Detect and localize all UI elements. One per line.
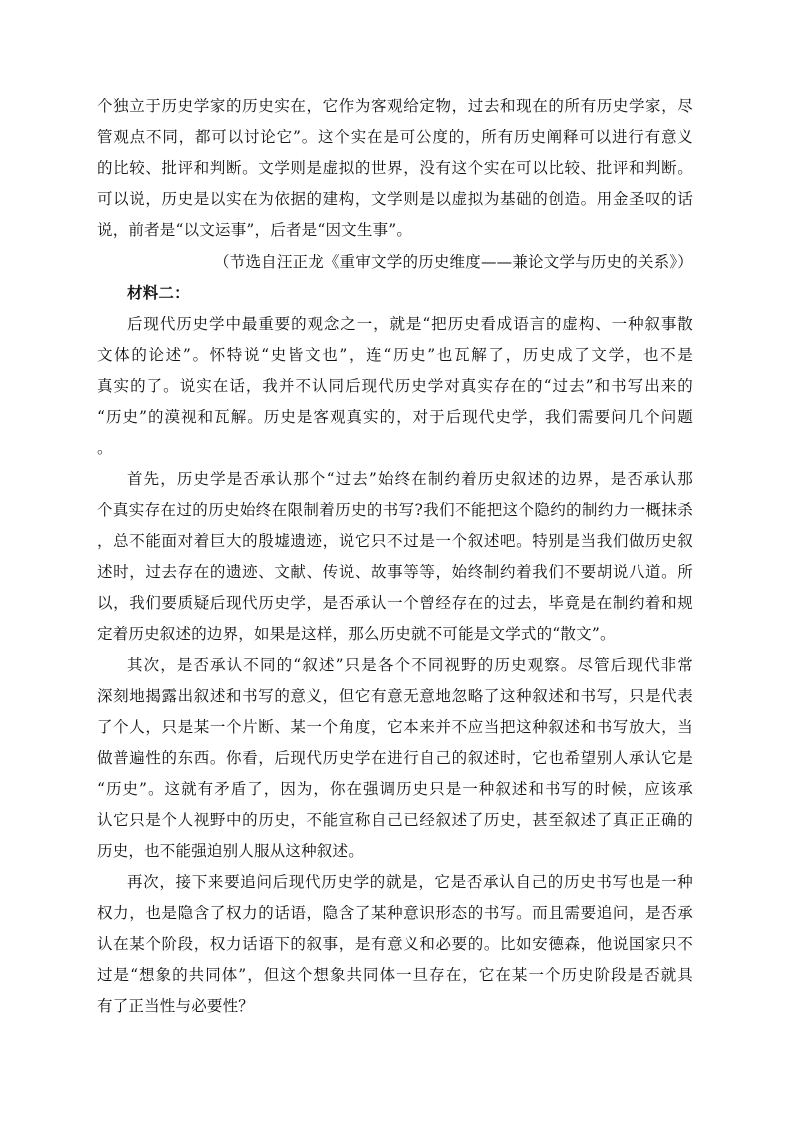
paragraph-line: 认它只是个人视野中的历史，不能宣称自己已经叙述了历史，甚至叙述了真正正确的 [97,811,693,829]
material-heading: 材料二： [127,283,190,302]
paragraph-line: 其次，是否承认不同的“叙述”只是各个不同视野的历史观察。尽管后现代非常 [127,656,693,674]
paragraph-line: 深刻地揭露出叙述和书写的意义，但它有意无意地忽略了这种叙述和书写，只是代表 [97,687,693,705]
text-line: 可以说，历史是以实在为依据的建构，文学则是以虚拟为基础的创造。用金圣叹的话 [97,190,693,208]
paragraph-line: 权力，也是隐含了权力的话语，隐含了某种意识形态的书写。而且需要追问，是否承 [97,904,693,922]
text-line: 管观点不同，都可以讨论它”。这个实在是可公度的，所有历史阐释可以进行有意义 [97,128,693,146]
text-line: 说，前者是“以文运事”，后者是“因文生事”。 [97,221,413,239]
paragraph-line: 。 [97,439,113,457]
paragraph-line: “历史”。这就有矛盾了，因为，你在强调历史只是一种叙述和书写的时候，应该承 [97,780,693,798]
paragraph-line: 认在某个阶段，权力话语下的叙事，是有意义和必要的。比如安德森，他说国家只不 [97,935,693,953]
paragraph-line: “历史”的漠视和瓦解。历史是客观真实的，对于后现代史学，我们需要问几个问题 [97,408,693,426]
paragraph-line: 再次，接下来要追问后现代历史学的就是，它是否承认自己的历史书写也是一种 [127,873,693,891]
paragraph-line: 历史，也不能强迫别人服从这种叙述。 [97,842,364,860]
text-line: 的比较、批评和判断。文学则是虚拟的世界，没有这个实在可以比较、批评和判断。 [97,159,693,177]
source-citation: （节选自汪正龙《重审文学的历史维度——兼论文学与历史的关系》） [214,253,693,271]
paragraph-line: 过是“想象的共同体”，但这个想象共同体一旦存在，它在某一个历史阶段是否就具 [97,966,693,984]
paragraph-line: 首先，历史学是否承认那个“过去”始终在制约着历史叙述的边界，是否承认那 [127,470,693,488]
paragraph-line: 真实的了。说实在话，我并不认同后现代历史学对真实存在的“过去”和书写出来的 [97,377,693,395]
paragraph-line: 文体的论述”。怀特说“史皆文也”，连“历史”也瓦解了，历史成了文学，也不是 [97,346,693,364]
paragraph-line: 了个人，只是某一个片断、某一个角度，它本来并不应当把这种叙述和书写放大，当 [97,718,693,736]
paragraph-line: 有了正当性与必要性？ [97,997,255,1015]
paragraph-line: 定着历史叙述的边界，如果是这样，那么历史就不可能是文学式的“散文”。 [97,625,616,643]
paragraph-line: ，总不能面对着巨大的殷墟遗迹，说它只不过是一个叙述吧。特别是当我们做历史叙 [97,532,693,550]
paragraph-line: 后现代历史学中最重要的观念之一，就是“把历史看成语言的虚构、一种叙事散 [127,315,693,333]
paragraph-line: 做普遍性的东西。你看，后现代历史学在进行自己的叙述时，它也希望别人承认它是 [97,749,693,767]
paragraph-line: 以，我们要质疑后现代历史学，是否承认一个曾经存在的过去，毕竟是在制约着和规 [97,594,693,612]
text-line: 个独立于历史学家的历史实在，它作为客观给定物，过去和现在的所有历史学家，尽 [97,97,693,115]
paragraph-line: 个真实存在过的历史始终在限制着历史的书写?我们不能把这个隐约的制约力一概抹杀 [97,501,693,519]
paragraph-line: 述时，过去存在的遗迹、文献、传说、故事等等，始终制约着我们不要胡说八道。所 [97,563,693,581]
